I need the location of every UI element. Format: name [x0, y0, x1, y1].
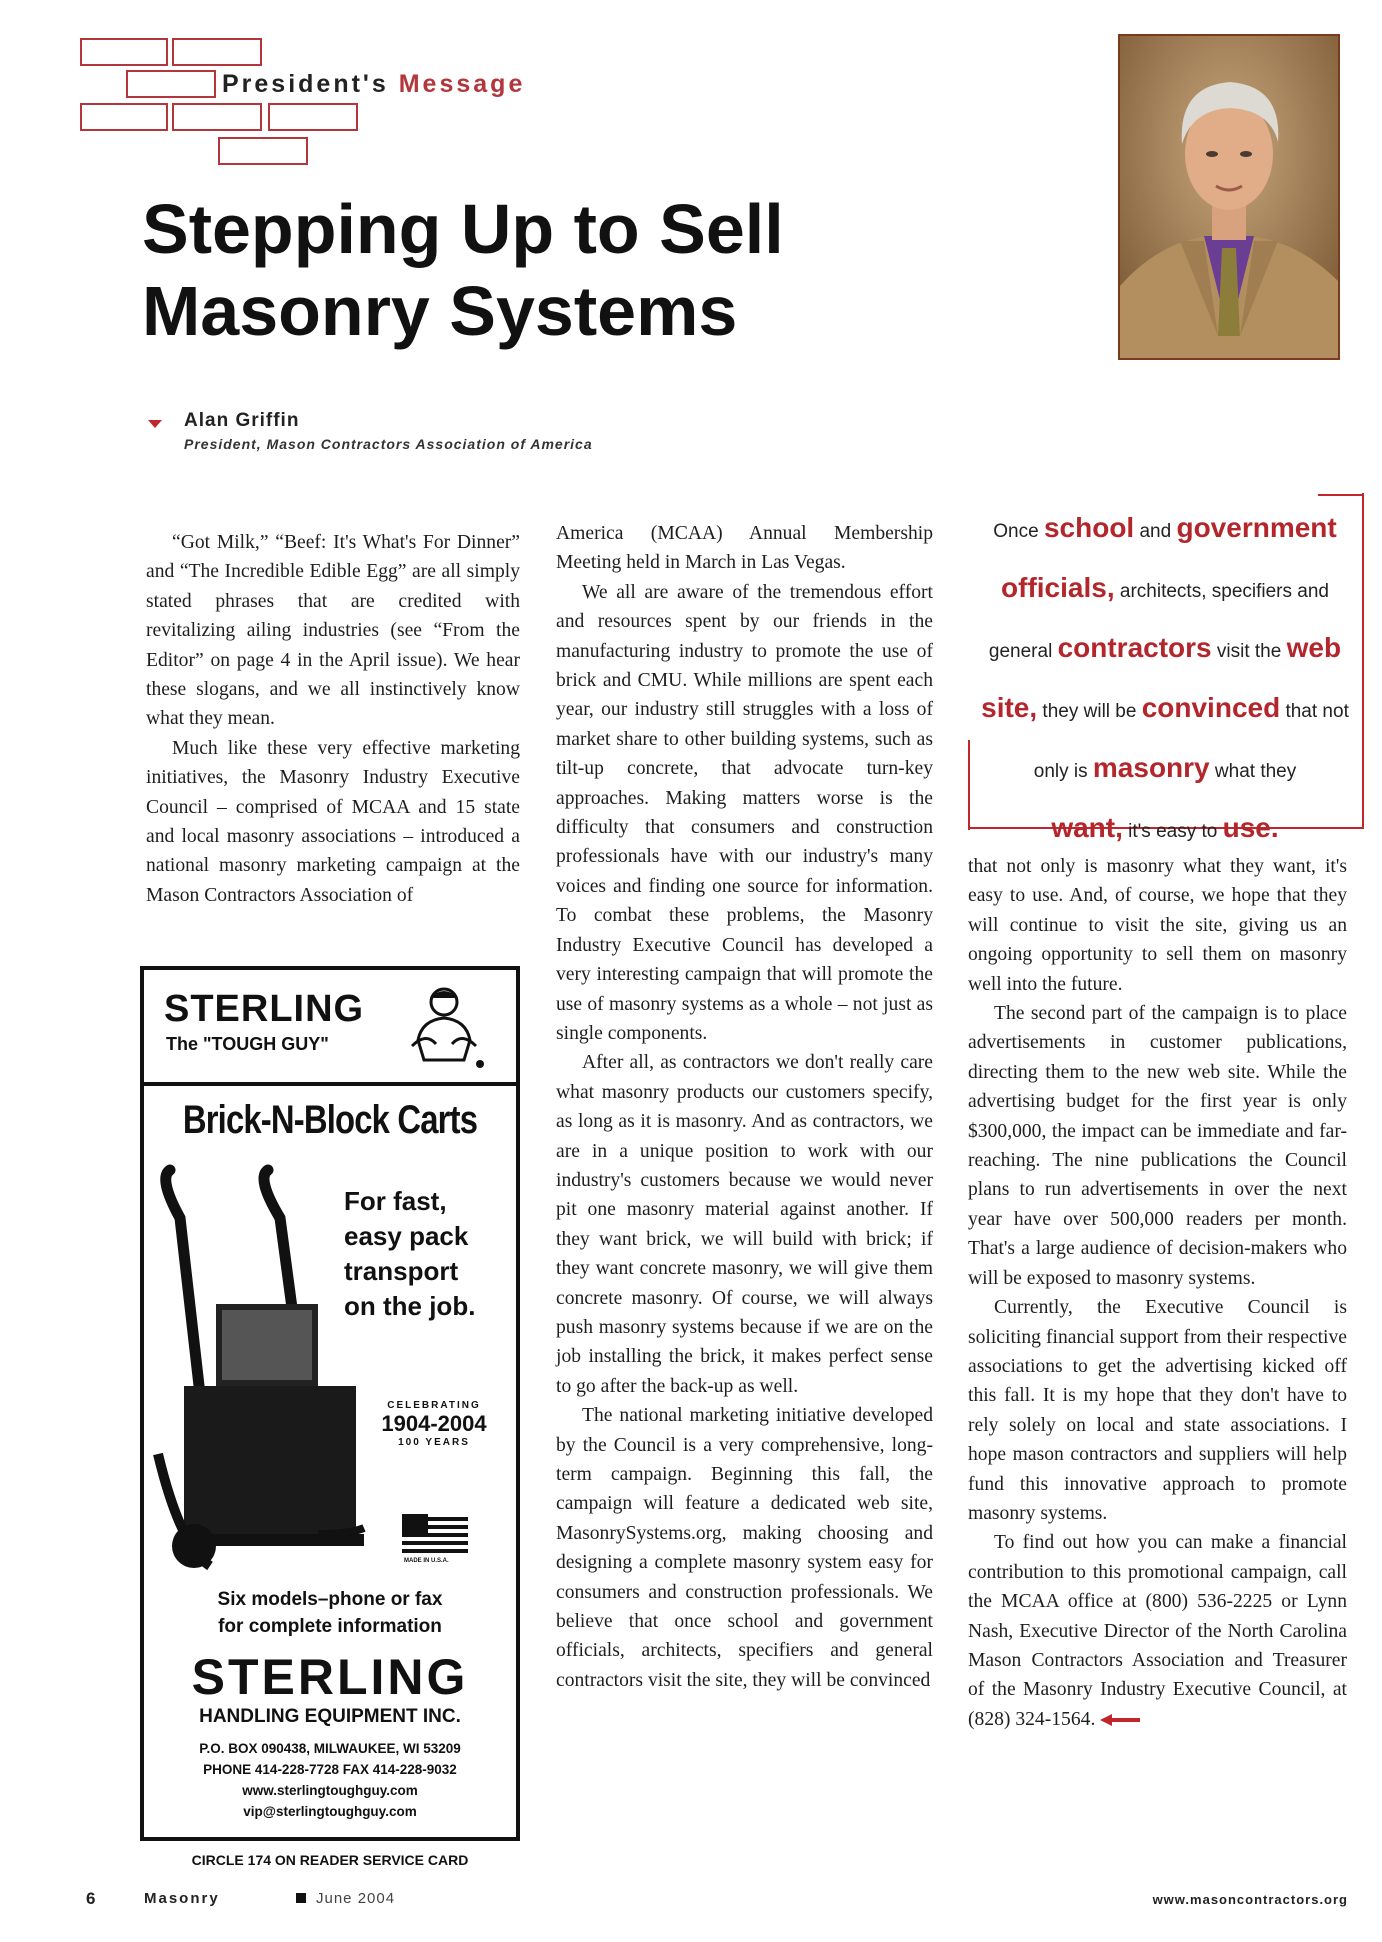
magazine-name: Masonry	[144, 1890, 220, 1907]
tough-guy-mascot-icon	[408, 982, 488, 1072]
ad-models-line: for complete information	[218, 1616, 442, 1637]
end-mark-icon	[1100, 1713, 1140, 1727]
pullquote-text: architects, specifiers and general	[988, 581, 1329, 662]
ad-copy-line: transport	[344, 1256, 459, 1286]
pullquote-highlight: contractors	[1057, 632, 1212, 663]
ad-brand-large: STERLING	[191, 1649, 469, 1705]
pullquote-text: that not only is	[1033, 701, 1349, 782]
paragraph: that not only is masonry what they want, it's easy to use. And, of course, we hope that they will continue to visit the site, giving us an ongoing opportunity to sell them on masonry well into the future.	[968, 856, 1347, 995]
ad-company-name: HANDLING EQUIPMENT INC.	[199, 1706, 461, 1727]
ad-brand: STERLING	[164, 988, 365, 1030]
footer-square-icon	[296, 1893, 306, 1903]
section-label-part2: Message	[398, 70, 526, 98]
pullquote-text: and	[1134, 521, 1177, 542]
pullquote-highlight: government	[1176, 512, 1337, 543]
brick-decoration	[268, 103, 358, 131]
article-title	[142, 188, 1002, 352]
paragraph: Currently, the Executive Council is soliciting financial support from their respective associations to get the advertising kicked off this fall. It is my hope that they don't have to rely solely on local and state associations. I hope mason contractors and suppliers will help fund this innovative approach to promote masonry systems.	[968, 1297, 1347, 1524]
pullquote-text: they will be	[1037, 701, 1142, 722]
pullquote-text: visit the	[1211, 641, 1287, 662]
paragraph: The national marketing initiative developed by the Council is a very comprehensive, long-term campaign. Beginning this fall, the campaign will feature a dedicated web site, MasonrySystems.org, making choosing and designing a complete masonry system easy for consumers and construction professionals. We believe that once school and government officials, architects, specifiers and general contractors visit the site, they will be convinced	[556, 1405, 933, 1691]
ad-tagline: The "TOUGH GUY"	[166, 1034, 329, 1054]
paragraph: The second part of the campaign is to place advertisements in customer publications, directing them to the new web site. While the advertising budget for the first year is only $300,000, the impact can be immediate and far-reaching. The nine publications the Council plans to run advertisements in over the next year have over 500,000 readers per month. That's a large audience of decision-makers who will be exposed to masonry systems.	[968, 1003, 1347, 1289]
brick-decoration	[126, 70, 216, 98]
made-in-usa-note: MADE IN U.S.A.	[404, 1558, 449, 1564]
footer-website-link[interactable]: www.masoncontractors.org	[1152, 1892, 1348, 1907]
pullquote-highlight: want,	[1051, 812, 1123, 843]
article-column-3	[968, 852, 1347, 1734]
ad-phone: PHONE 414-228-7728 FAX 414-228-9032	[203, 1762, 457, 1777]
badge-years: 1904-2004	[381, 1411, 487, 1436]
brick-decoration	[172, 103, 262, 131]
brick-decoration	[172, 38, 262, 66]
ad-copy-line: For fast,	[344, 1186, 447, 1216]
author-portrait-photo	[1118, 34, 1340, 360]
paragraph: We all are aware of the tremendous effort and resources spent by our friends in the manufacturing industry to promote the use of brick and CMU. While millions are spent each year, our industry still struggles with a loss of market share to other building systems, such as tilt-up concrete, that advocate turn-key approaches. Making matters worse is the difficulty that consumers and construction professionals have with our industry's many voices and finding one source for information. To combat these problems, the Masonry Industry Executive Council has developed a very interesting campaign that will promote the use of masonry systems as a whole – not just as single components.	[556, 581, 933, 1044]
pullquote-highlight: convinced	[1141, 692, 1281, 723]
section-label	[222, 70, 525, 99]
pullquote-highlight: use.	[1222, 812, 1279, 843]
paragraph-text: To find out how you can make a financial contribution to this promotional campaign, call the MCAA office at (800) 536-2225 or Lynn Nash, Executive Director of the North Carolina Mason Contractors Association and Treasurer of the Masonry Industry Executive Council, at (828) 324-1564.	[968, 1532, 1347, 1730]
author-name: Alan Griffin	[184, 410, 300, 431]
title-line-1: Stepping Up to Sell	[142, 190, 784, 268]
portrait-graphic	[1120, 36, 1338, 358]
paragraph: After all, as contractors we don't really care what masonry products our customers specify, as long as it is masonry. And as contractors, we are in a unique position to work with our industry's customers because we would never pit one masonry material against another. If they want brick, we will build with brick; if they want concrete masonry, we will give them concrete masonry. Of course, we will always push masonry systems because if we are on the job installing the brick, it makes perfect sense to go after the back-up as well.	[556, 1052, 933, 1397]
issue-date: June 2004	[316, 1890, 396, 1907]
ad-address: P.O. BOX 090438, MILWAUKEE, WI 53209	[199, 1741, 461, 1756]
brick-cart-illustration	[150, 1158, 370, 1572]
author-title: President, Mason Contractors Association of America	[184, 436, 593, 452]
brick-decoration	[218, 137, 308, 165]
paragraph: America (MCAA) Annual Membership Meeting held in March in Las Vegas.	[556, 523, 933, 574]
ad-copy	[344, 1184, 514, 1324]
badge-top-text: CELEBRATING	[387, 1400, 481, 1411]
title-line-2: Masonry Systems	[142, 272, 738, 350]
brick-decoration	[80, 38, 168, 66]
reader-service-note: CIRCLE 174 ON READER SERVICE CARD	[191, 1852, 469, 1868]
ad-divider	[140, 1082, 520, 1086]
ad-headline: Brick-N-Block Carts	[182, 1098, 478, 1142]
pullquote-highlight: masonry	[1092, 752, 1210, 783]
article-column-2	[556, 519, 933, 1695]
badge-bottom-text: 100 YEARS	[398, 1437, 470, 1448]
us-flag-icon	[402, 1514, 468, 1554]
pullquote-text: it's easy to	[1122, 821, 1223, 842]
ad-copy-line: easy pack	[344, 1221, 469, 1251]
ad-email-link[interactable]: vip@sterlingtoughguy.com	[243, 1804, 417, 1819]
pullquote	[972, 500, 1358, 860]
pullquote-highlight: officials,	[1001, 572, 1115, 603]
page-number: 6	[86, 1889, 96, 1908]
pullquote-rule	[968, 740, 970, 830]
ad-models-text	[144, 1586, 516, 1640]
paragraph: Much like these very effective marketing initiatives, the Masonry Industry Executive Council – comprised of MCAA and 15 state and local masonry associations – introduced a national masonry marketing campaign at the Mason Contractors Association of	[146, 737, 520, 906]
centennial-badge	[364, 1400, 504, 1448]
pullquote-text: Once	[993, 521, 1044, 542]
pullquote-highlight: school	[1043, 512, 1135, 543]
pullquote-highlight: web site,	[981, 632, 1342, 723]
pullquote-text: what they	[1209, 761, 1297, 782]
ad-website-link[interactable]: www.sterlingtoughguy.com	[242, 1783, 418, 1798]
byline-arrow-icon	[148, 420, 162, 428]
brick-decoration	[80, 103, 168, 131]
section-label-part1: President's	[222, 70, 389, 98]
paragraph: “Got Milk,” “Beef: It's What's For Dinner” and “The Incredible Edible Egg” are all simply stated phrases that are credited with revitalizing ailing industries (see “From the Editor” on page 4 in the April issue). We hear these slogans, and we all instinctively know what they mean.	[146, 532, 520, 730]
paragraph	[968, 1528, 1347, 1734]
ad-contact	[144, 1738, 516, 1822]
ad-copy-line: on the job.	[344, 1291, 476, 1321]
ad-models-line: Six models–phone or fax	[217, 1589, 443, 1610]
article-column-1	[146, 528, 520, 910]
